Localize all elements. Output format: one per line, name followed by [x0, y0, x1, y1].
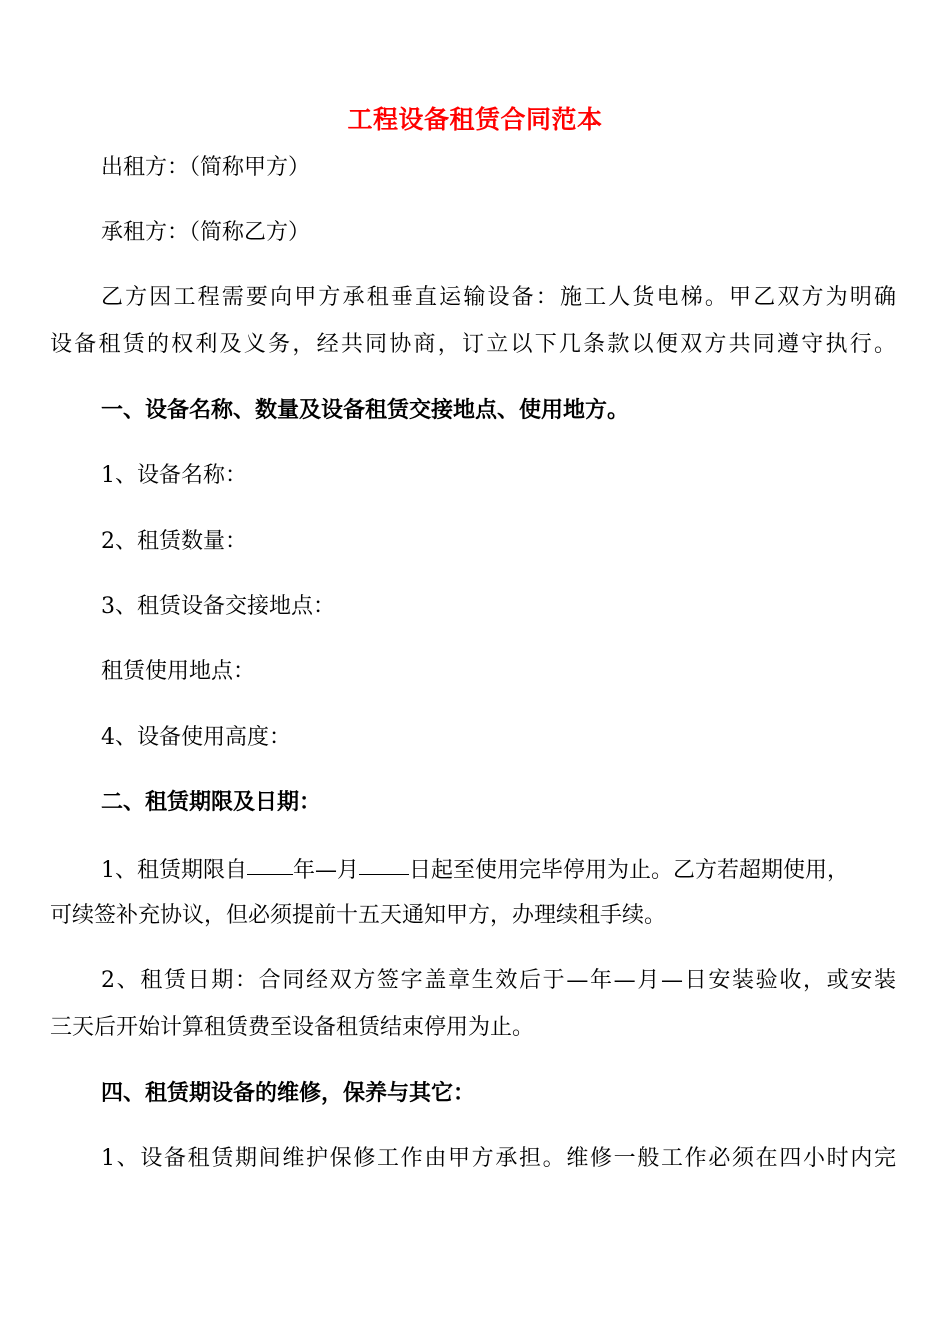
- rental-period-text-c: 日起至使用完毕停用为止。乙方若超期使用，: [409, 858, 850, 883]
- rental-period-clause-line-2: 可续签补充协议，但必须提前十五天通知甲方，办理续租手续。: [50, 903, 667, 928]
- rental-period-text-a: 1、租赁期限自: [101, 858, 247, 883]
- handover-location-item: 3、租赁设备交接地点：: [101, 594, 335, 619]
- lessee-line: 承租方：（简称乙方）: [101, 220, 311, 245]
- section-1-heading: 一、设备名称、数量及设备租赁交接地点、使用地方。: [101, 398, 630, 423]
- rental-date-clause-line-2: 三天后开始计算租赁费至设备租赁结束停用为止。: [50, 1015, 535, 1040]
- rental-date-clause-line-1: 2、租赁日期：合同经双方签字盖章生效后于—年—月—日安装验收，或安装: [101, 968, 896, 993]
- section-4-heading: 四、租赁期设备的维修，保养与其它：: [101, 1081, 476, 1106]
- document-title: 工程设备租赁合同范本: [347, 105, 603, 134]
- rental-quantity-item: 2、租赁数量：: [101, 529, 247, 554]
- section-2-heading: 二、租赁期限及日期：: [101, 790, 322, 815]
- usage-height-item: 4、设备使用高度：: [101, 725, 291, 750]
- day-blank: [359, 852, 409, 875]
- year-blank: [247, 852, 293, 875]
- rental-period-clause-line-1: [101, 852, 896, 886]
- maintenance-clause-line-1: 1、设备租赁期间维护保修工作由甲方承担。维修一般工作必须在四小时内完: [101, 1146, 896, 1171]
- intro-line-2: 设备租赁的权利及义务，经共同协商，订立以下几条款以便双方共同遵守执行。: [50, 332, 896, 357]
- intro-line-1: 乙方因工程需要向甲方承租垂直运输设备：施工人货电梯。甲乙双方为明确: [101, 285, 896, 310]
- rental-period-text-b: 年—月: [293, 858, 360, 883]
- usage-location-item: 租赁使用地点：: [101, 659, 256, 684]
- equipment-name-item: 1、设备名称：: [101, 463, 247, 488]
- lessor-line: 出租方：（简称甲方）: [101, 155, 311, 180]
